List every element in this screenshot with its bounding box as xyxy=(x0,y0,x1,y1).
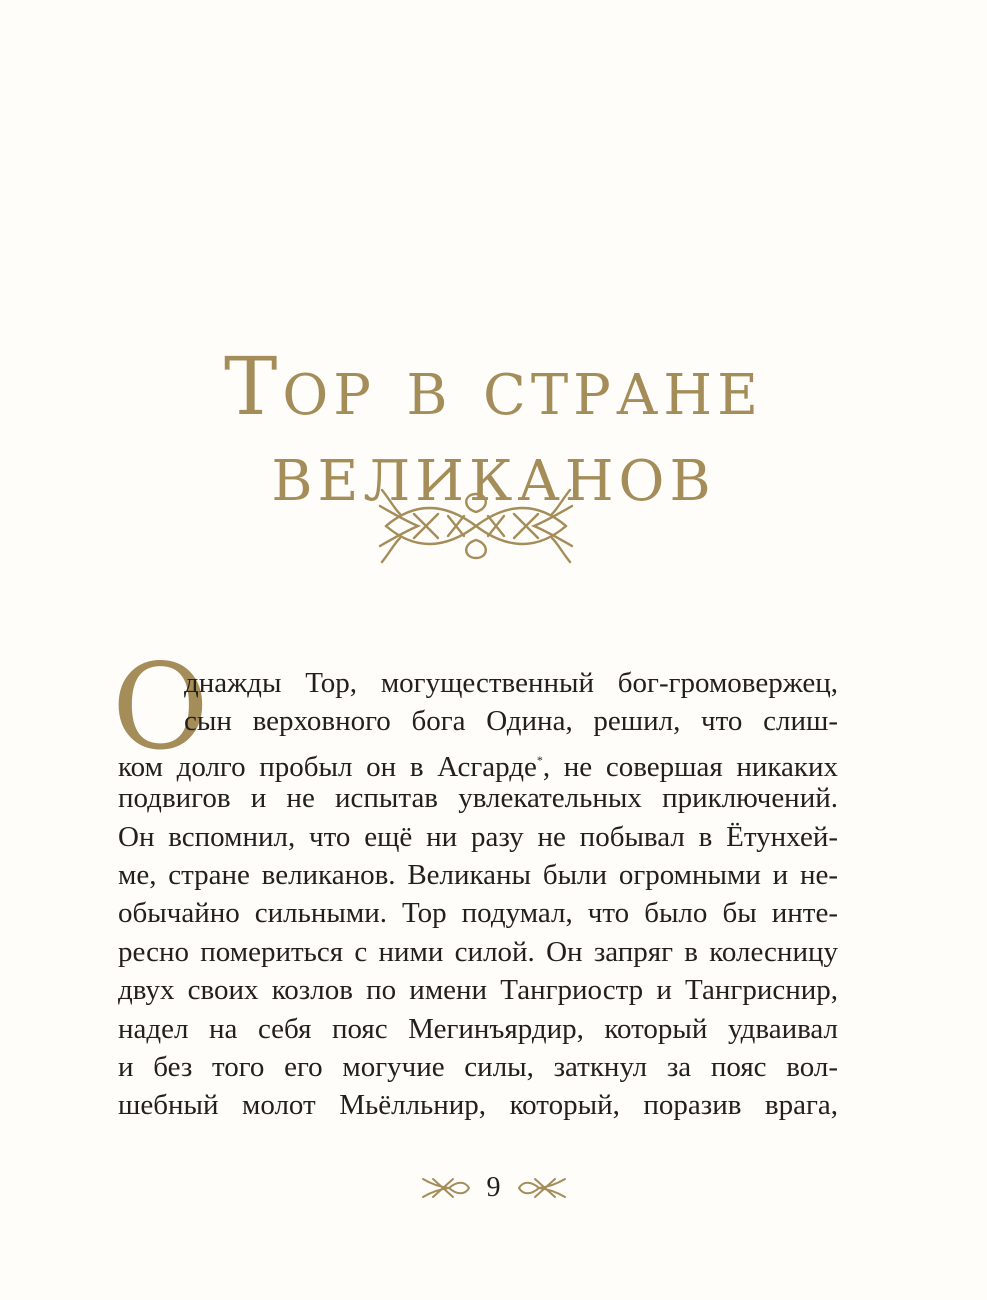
text-line: Он вспомнил, что ещё ни разу не побывал в Ётунхей- xyxy=(118,820,838,853)
knot-flourish-right-icon xyxy=(515,1173,569,1203)
text-line: подвигов и не испытав увлекательных приключений. xyxy=(118,782,838,815)
drop-cap: О xyxy=(112,638,209,776)
text-line: сын верховного бога Одина, решил, что слиш- xyxy=(184,705,838,738)
chapter-title-line-2: великанов xyxy=(271,425,716,519)
text-line: двух своих козлов по имени Тангриостр и Тангриснир, xyxy=(118,974,838,1007)
footnote-mark[interactable]: * xyxy=(536,752,543,767)
chapter-title-line-1: Тор в стране xyxy=(224,339,763,433)
text-segment: , не совершая никаких xyxy=(542,750,838,783)
text-line: ме, стране великанов. Великаны были огромными и не- xyxy=(118,858,838,891)
text-line: надел на себя пояс Мегинъярдир, который удваивал xyxy=(118,1012,838,1045)
text-segment: ком долго пробыл он в Асгарде xyxy=(118,750,537,783)
page-footer xyxy=(0,1166,987,1210)
text-line xyxy=(118,741,838,783)
text-line: днажды Тор, могущественный бог-громовержец, xyxy=(184,667,838,699)
body-paragraph xyxy=(118,664,838,1125)
text-line: ресно помериться с ними силой. Он запряг в колесницу xyxy=(118,935,838,968)
text-line: и без того его могучие силы, заткнул за пояс вол- xyxy=(118,1050,838,1083)
text-line: шебный молот Мьёлльнир, который, поразив врага, xyxy=(118,1089,838,1122)
knot-flourish-left-icon xyxy=(419,1173,473,1203)
celtic-knot-ornament-icon xyxy=(374,484,578,568)
text-line: обычайно сильными. Тор подумал, что было бы инте- xyxy=(118,897,838,930)
page-number: 9 xyxy=(486,1172,501,1203)
